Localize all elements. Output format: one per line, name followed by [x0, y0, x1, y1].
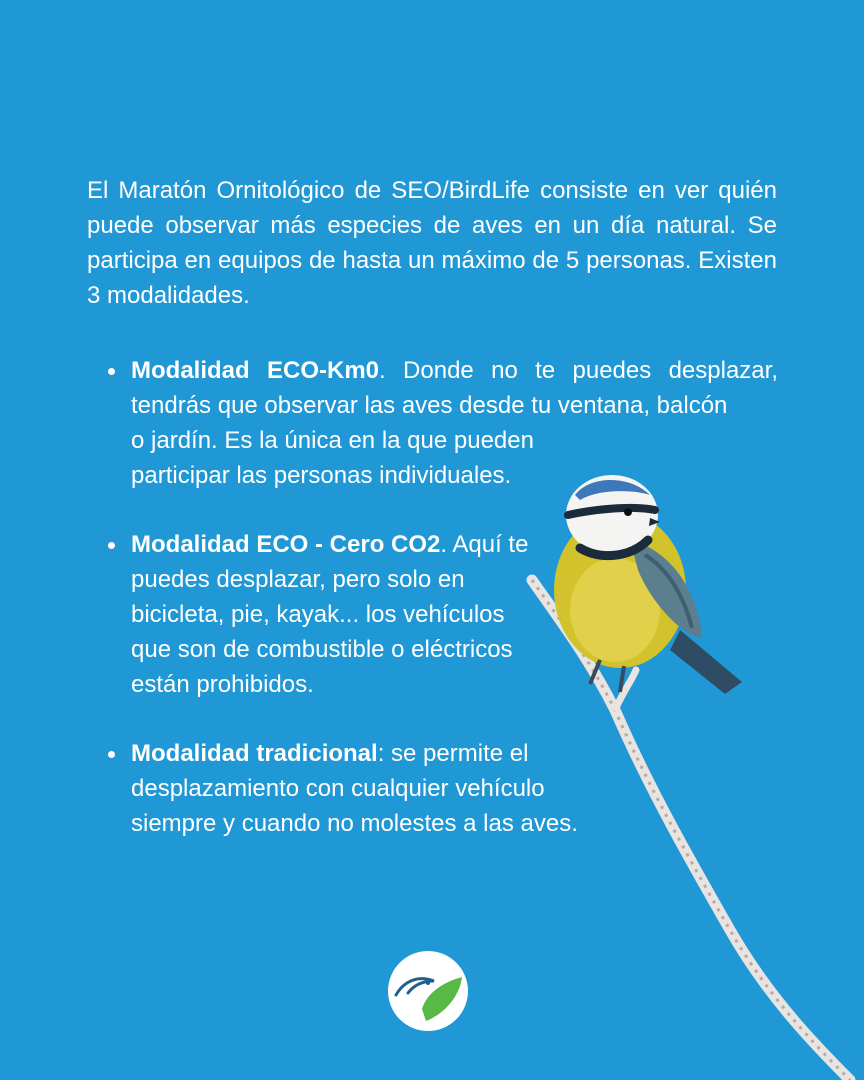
- seo-birdlife-logo-icon: [388, 951, 468, 1031]
- modality-text: bicicleta, pie, kayak... los vehículos: [131, 601, 505, 628]
- modality-text: . Donde no te puedes desplazar, tendrás que observar las aves desde tu ventana, balcón: [131, 357, 778, 419]
- modality-text: están prohibidos.: [131, 671, 314, 698]
- intro-paragraph: El Maratón Ornitológico de SEO/BirdLife consiste en ver quién puede observar más especies de aves en un día natural. Se participa en equipos de hasta un máximo de 5 personas. Existen 3 modalidades.: [87, 177, 777, 309]
- modality-text: o jardín. Es la única en la que pueden: [131, 427, 534, 454]
- modality-text: : se permite el: [377, 740, 529, 767]
- modality-title: Modalidad ECO - Cero CO2: [131, 531, 441, 558]
- modality-text: . Aquí te: [440, 531, 529, 558]
- modality-text: que son de combustible o eléctricos: [131, 636, 513, 663]
- blue-tit-on-branch-image: [520, 470, 864, 1080]
- modality-title: Modalidad tradicional: [131, 740, 378, 767]
- modality-text: puedes desplazar, pero solo en: [131, 566, 465, 593]
- modality-text: desplazamiento con cualquier vehículo: [131, 775, 545, 802]
- modality-text: participar las personas individuales.: [131, 462, 512, 489]
- modality-text: siempre y cuando no molestes a las aves.: [131, 810, 578, 837]
- modality-title: Modalidad ECO-Km0: [131, 357, 380, 384]
